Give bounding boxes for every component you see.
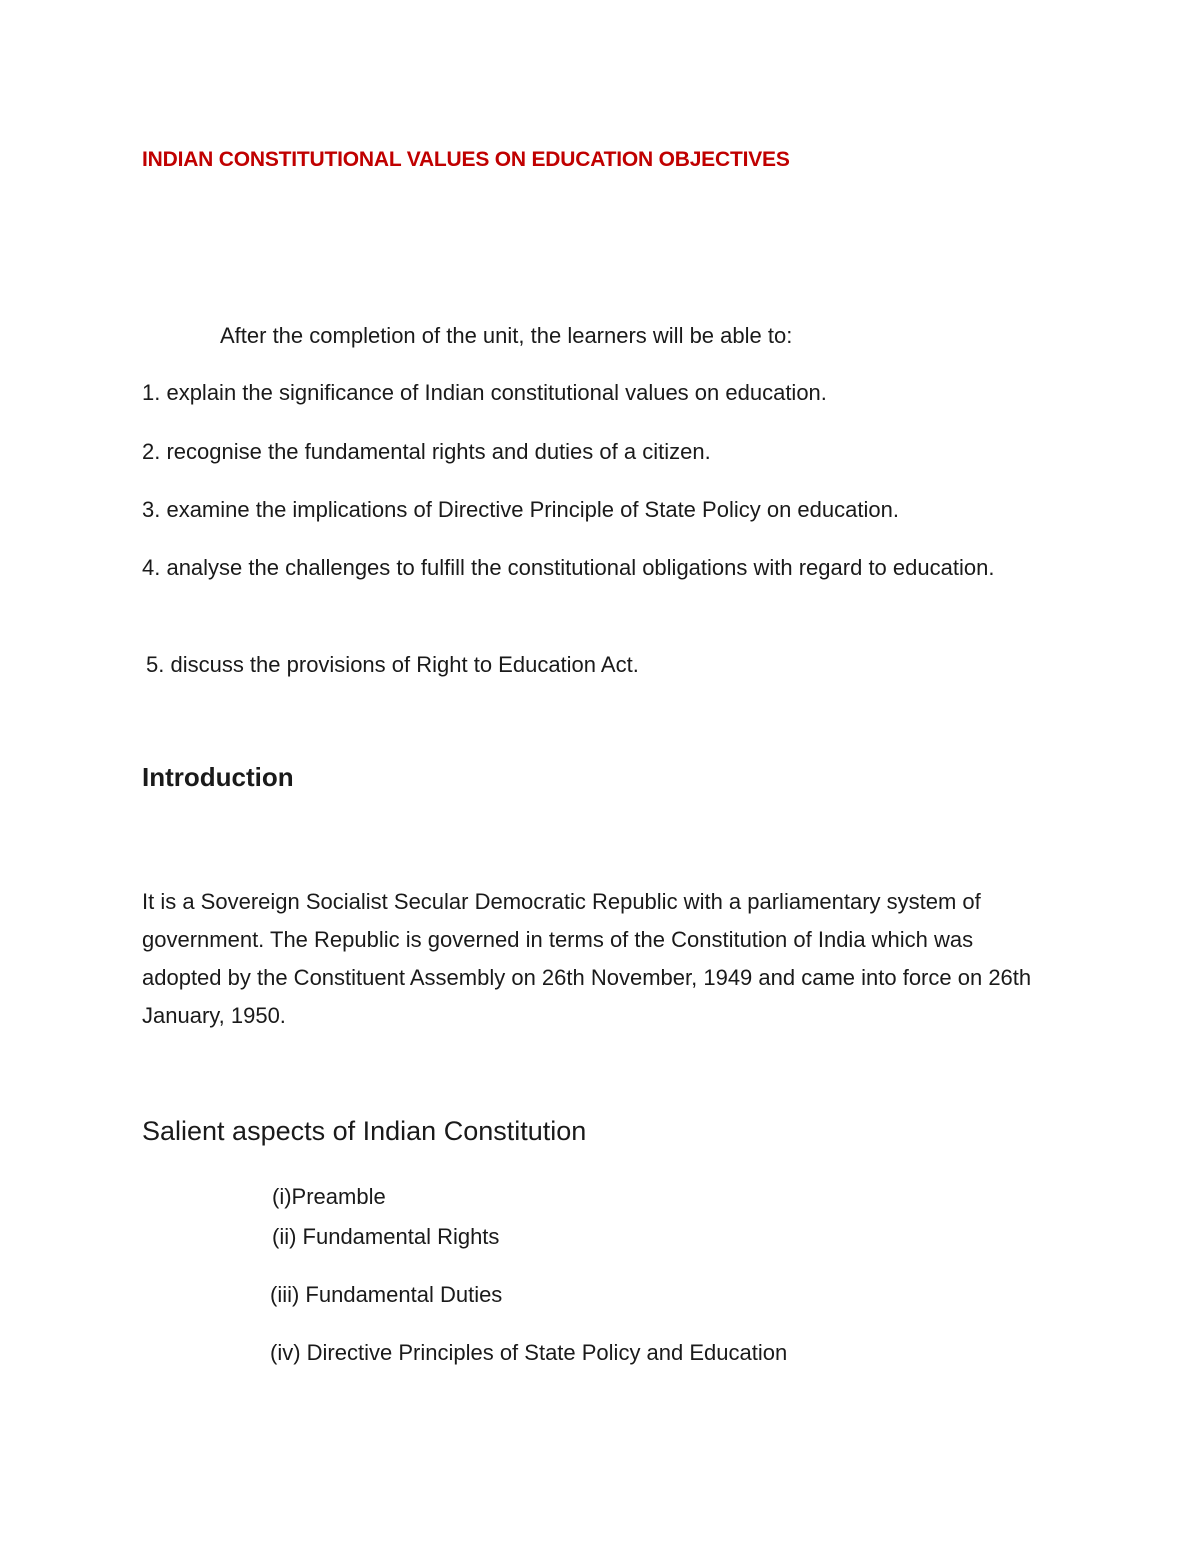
objective-item: 4. analyse the challenges to fulfill the constitutional obligations with regard to education. xyxy=(142,555,995,580)
introduction-paragraph: It is a Sovereign Socialist Secular Democratic Republic with a parliamentary system of government. The Republic is governed in terms of the Constitution of India which was adopted by the Constituent Assembly on 26th November, 1949 and came into force on 26th January, 1950. xyxy=(142,889,1032,1028)
objective-item: 2. recognise the fundamental rights and duties of a citizen. xyxy=(142,439,711,464)
objective-item: 3. examine the implications of Directive Principle of State Policy on education. xyxy=(142,497,899,522)
salient-aspect-item: (i)Preamble xyxy=(272,1184,386,1209)
salient-aspect-item: (iv) Directive Principles of State Policy and Education xyxy=(270,1340,788,1365)
salient-aspect-item: (ii) Fundamental Rights xyxy=(272,1224,500,1249)
objectives-intro: After the completion of the unit, the learners will be able to: xyxy=(220,323,793,348)
objective-item: 5. discuss the provisions of Right to Education Act. xyxy=(146,652,639,677)
salient-aspects-heading: Salient aspects of Indian Constitution xyxy=(142,1116,587,1146)
salient-aspect-item: (iii) Fundamental Duties xyxy=(270,1282,503,1307)
objective-item: 1. explain the significance of Indian constitutional values on education. xyxy=(142,380,827,405)
document-title: INDIAN CONSTITUTIONAL VALUES ON EDUCATION OBJECTIVES xyxy=(142,148,790,171)
introduction-heading: Introduction xyxy=(142,762,294,792)
